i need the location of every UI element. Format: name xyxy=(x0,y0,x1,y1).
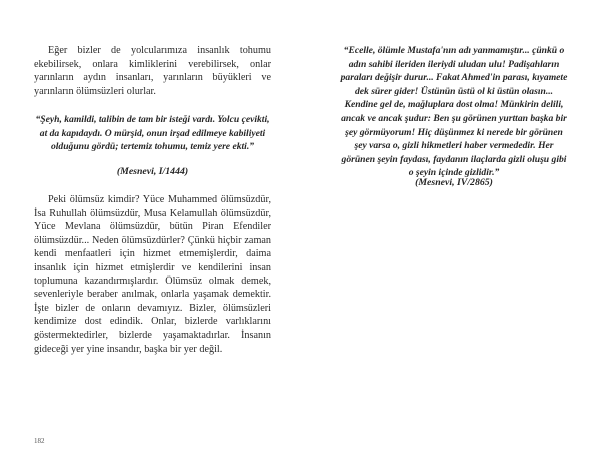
quote-reference-left: (Mesnevi, I/1444) xyxy=(116,166,189,177)
page-number: 182 xyxy=(34,437,45,445)
intro-paragraph: Eğer bizler de yolcularımıza insanlık tohumu ekebilirsek, onlara kimliklerini verebilirsek, onlar yarınların aydın insanları, yarınların büyükleri ve yarınların ölümsüzleri olurlar. xyxy=(34,45,271,97)
quote-reference-right: (Mesnevi, IV/2865) xyxy=(415,177,493,188)
mesnevi-quote-left: “Şeyh, kamildi, talibin de tam bir isteği vardı. Yolcu çevikti, at da kapıdaydı. O mürşid, onun irşad edilmeye kabiliyeti olduğunu gördü; tertemiz tohumu, temiz yere ekti.” xyxy=(35,114,270,153)
body-paragraph: Peki ölümsüz kimdir? Yüce Muhammed ölümsüzdür, İsa Ruhullah ölümsüzdür, Musa Kelamullah ölümsüzdür, Yüce Mevlana ölümsüzdür, bütün Piran Efendiler ölümsüzdür... Neden ölümsüzdürler? Çünkü hiçbir zaman kendi menfaatleri için hizmet etmemişlerdir, daima insanlık için hizmet etmişlerdir ve kendilerini insan toplumuna kazandırmışlardır. Ölümsüz olmak demek, sevenleriyle beraber anılmak, onlarla yaşamak demektir. İşte bizler de onların devamıyız. Bizler, ölümsüzleri kendimize dost edindik. Onlar, bizlerde varlıklarını göstermektedirler, bizlerde yaşamaktadırlar. İnsanın gideceği yer yine insandır, başka bir yer değil. xyxy=(34,194,271,355)
mesnevi-quote-right: “Ecelle, ölümle Mustafa'nın adı yanmamıştır... çünkü o adın sahibi ileriden ileriydi uludan ulu! Padişahların paraları değişir durur... Fakat Ahmed'in parası, kıyamete dek sürer gider! Üstünün üstü ol ki üstün olasın... Kendine gel de, mağluplara dost olma! Münkirin delili, ancak ve ancak şudur: Ben şu görünen yurttan başka bir şey görmüyorum! Hiç düşünmez ki nerede bir görünen şey varsa o, gizli hikmetleri haber vermededir. Her görünen şeyin faydası, faydanın ilaçlarda gizli oluşu gibi o şeyin içinde gizlidir.” xyxy=(340,45,568,179)
